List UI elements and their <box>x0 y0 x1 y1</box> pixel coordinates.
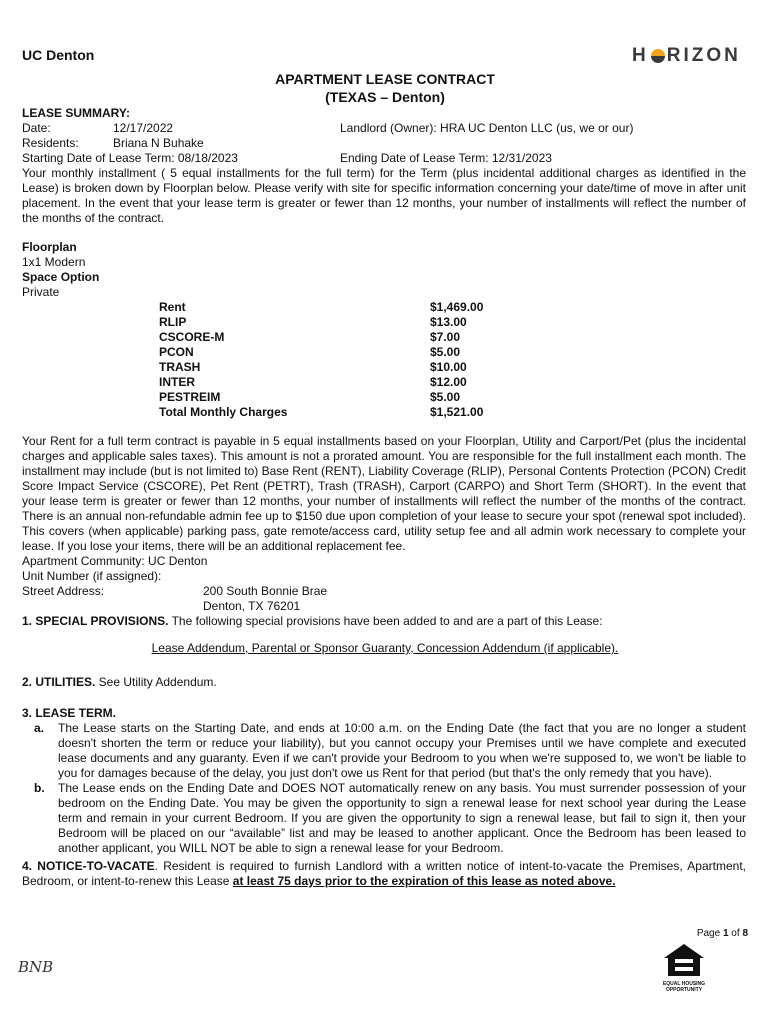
section-2-heading: 2. UTILITIES. <box>22 675 96 689</box>
charge-value: $1,469.00 <box>430 300 484 314</box>
special-provisions <box>22 614 746 629</box>
document-title <box>0 70 770 106</box>
total-label: Total Monthly Charges <box>159 405 288 419</box>
item-marker: a. <box>34 721 45 735</box>
charge-row <box>159 360 559 375</box>
charge-value: $7.00 <box>430 330 461 344</box>
sun-icon <box>651 49 665 63</box>
start-date: Starting Date of Lease Term: 08/18/2023 <box>22 151 238 165</box>
charge-row <box>159 300 559 315</box>
apartment-community: Apartment Community: UC Denton <box>22 554 208 568</box>
notice-to-vacate <box>22 859 746 889</box>
street-label: Street Address: <box>22 584 105 598</box>
residents-value: Briana N Buhake <box>113 136 204 150</box>
total-value: $1,521.00 <box>430 405 484 419</box>
item-marker: b. <box>34 781 45 795</box>
addenda-list: Lease Addendum, Parental or Sponsor Guaranty, Concession Addendum (if applicable). <box>151 641 619 655</box>
charge-value: $5.00 <box>430 390 461 404</box>
street-address-row <box>22 584 746 599</box>
charge-value: $13.00 <box>430 315 467 329</box>
total-pages: 8 <box>742 928 748 939</box>
street-line-2: Denton, TX 76201 <box>203 599 301 613</box>
charge-row <box>159 390 559 405</box>
space-option-label: Space Option <box>22 270 100 284</box>
page-number: Page 1 of 8 <box>696 928 748 939</box>
section-1-text: The following special provisions have been added to and are a part of this Lease: <box>168 614 603 628</box>
section-3-heading: 3. LEASE TERM. <box>22 706 117 720</box>
house-icon <box>662 942 706 978</box>
logo-text-start: H <box>632 45 649 66</box>
equal-housing-logo <box>660 942 708 993</box>
floorplan-value: 1x1 Modern <box>22 255 86 269</box>
logo-text-end: RIZON <box>666 45 741 66</box>
summary-intro: Your monthly installment ( 5 equal installments for the full term) for the Term (plus incidental additional charges as identified in the Lease) is broken down by Floorplan below. Please verify with site for specific information concerning your date/time of move in after unit placement. In the event that your lease term is greater or fewer than 12 months, your number of installments will reflect the number of the months of the contract. <box>22 166 746 225</box>
charge-name: PESTREIM <box>159 390 221 404</box>
residents-label: Residents: <box>22 136 79 150</box>
lease-term-item-b <box>22 781 746 856</box>
eho-text: EQUAL HOUSING OPPORTUNITY <box>662 981 706 993</box>
item-text: The Lease ends on the Ending Date and DOES NOT automatically renew on any basis. You must surrender possession of your bedroom on the Ending Date. You may be given the opportunity to sign a renewal lease for next school year during the Lease term and remain in your current Bedroom. If you are given the opportunity to sign a renewal lease, but fail to sign it, then your Bedroom will be placed on our “available” list and may be leased to another applicant. Once the Bedroom has been leased to another applicant, you WILL NOT be able to sign a renewal lease for your Bedroom. <box>58 781 746 855</box>
charge-row <box>159 345 559 360</box>
section-2-text: See Utility Addendum. <box>95 675 217 689</box>
total-row <box>159 405 559 420</box>
utilities-section <box>22 675 746 690</box>
rent-section <box>22 434 746 629</box>
title-line-2: (TEXAS – Denton) <box>325 89 445 105</box>
lease-summary <box>22 106 746 226</box>
horizon-logo <box>632 45 741 67</box>
section-4-emphasis: at least 75 days prior to the expiration of this lease as noted above. <box>232 874 616 888</box>
section-1-heading: 1. SPECIAL PROVISIONS. <box>22 614 169 628</box>
charge-name: CSCORE-M <box>159 330 225 344</box>
current-page: 1 <box>722 928 729 939</box>
street-line-1: 200 South Bonnie Brae <box>203 584 328 598</box>
charge-name: RLIP <box>159 315 187 329</box>
landlord-text: Landlord (Owner): HRA UC Denton LLC (us, we or our) <box>340 121 634 135</box>
section-4-text: . Resident is required to furnish Landlord with a written notice of intent-to-vacate the Premises, Apartment, Bedroom, or intent-to-renew this Lease <box>22 859 746 888</box>
lease-term-section <box>22 706 746 889</box>
date-value: 12/17/2022 <box>113 121 174 135</box>
charge-value: $10.00 <box>430 360 467 374</box>
space-option-value: Private <box>22 285 60 299</box>
charge-value: $12.00 <box>430 375 467 389</box>
title-line-1: APARTMENT LEASE CONTRACT <box>275 71 495 87</box>
floorplan-label: Floorplan <box>22 240 77 254</box>
charge-name: Rent <box>159 300 186 314</box>
charge-row <box>159 315 559 330</box>
charge-row <box>159 375 559 390</box>
lease-term-item-a <box>22 721 746 781</box>
unit-number: Unit Number (if assigned): <box>22 569 162 583</box>
summary-heading: LEASE SUMMARY: <box>22 106 130 120</box>
charge-name: TRASH <box>159 360 201 374</box>
charge-name: PCON <box>159 345 194 359</box>
term-dates-row <box>22 151 746 166</box>
charges-table <box>159 300 559 420</box>
residents-row <box>22 136 746 151</box>
resident-initials: BNB <box>18 958 54 976</box>
charge-value: $5.00 <box>430 345 461 359</box>
item-text: The Lease starts on the Starting Date, and ends at 10:00 a.m. on the Ending Date (the fact that you are no longer a student doesn't shorten the term or reduce your liability), but you cannot occupy your Premises until we have complete and executed lease documents and any guaranty. Even if we can't provide your Bedroom to you when we're supposed to, we won't be liable to you for damages because of the delay, you just don't owe us Rent for that period (but that's the only remedy that you have). <box>58 721 746 780</box>
end-date: Ending Date of Lease Term: 12/31/2023 <box>340 151 552 165</box>
charge-name: INTER <box>159 375 195 389</box>
rent-paragraph: Your Rent for a full term contract is payable in 5 equal installments based on your Floorplan, Utility and Carport/Pet (plus the incidental charges and applicable sales taxes). This amount is not a prorated amount. You are responsible for the full installment each month. The installment may include (but is not limited to) Base Rent (RENT), Liability Coverage (RLIP), Personal Contents Protection (PCON) Credit Score Impact Service (CSCORE), Pet Rent (PETRT), Trash (TRASH), Carport (CARPO) and Short Term (SHORT). In the event that your lease term is greater or fewer than 12 months, your number of installments will reflect the number of the months of the contract. There is an annual non-refundable admin fee up to $150 due upon completion of your lease to secure your spot (renewal spot included). This covers (when applicable) parking pass, gate remote/access card, utility setup fee and all admin work necessary to complete your lease. If you lose your items, there will be an additional replacement fee. <box>22 434 746 553</box>
section-4-heading: 4. NOTICE-TO-VACATE <box>22 859 155 873</box>
street-address-row-2 <box>22 599 746 614</box>
property-name: UC Denton <box>22 47 95 63</box>
floorplan-block <box>22 240 99 300</box>
charge-row <box>159 330 559 345</box>
addenda-line <box>0 641 770 655</box>
date-label: Date: <box>22 121 51 135</box>
date-row <box>22 121 746 136</box>
